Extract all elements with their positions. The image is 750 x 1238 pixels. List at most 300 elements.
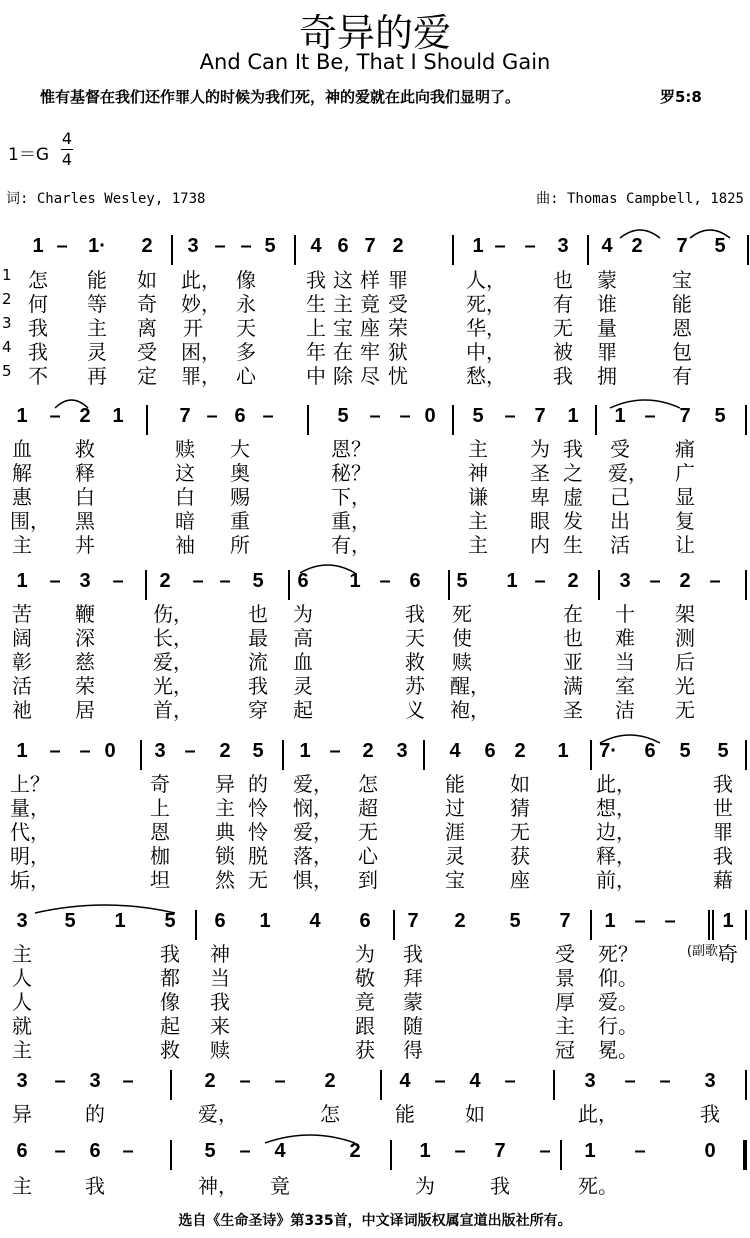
lyric-syllable: 围， (10, 509, 50, 533)
note: – (54, 1070, 66, 1092)
lyric-syllable: 显 (675, 485, 695, 509)
note: – (79, 740, 91, 762)
lyric-syllable: 罪 (388, 268, 408, 292)
lyric-syllable: 再 (87, 364, 107, 388)
note: 5 (252, 740, 264, 762)
lyric-syllable: 当 (210, 966, 230, 990)
lyric-syllable: 此， (181, 268, 221, 292)
lyric-syllable: 我 (563, 437, 583, 461)
lyric-syllable: 如 (510, 772, 530, 796)
lyric-syllable: 奇 (137, 292, 157, 316)
bar-line (708, 910, 710, 940)
lyric-syllable: 下， (331, 485, 371, 509)
note: – (49, 740, 61, 762)
lyric-syllable: 枷 (150, 844, 170, 868)
lyric-syllable: 得 (403, 1038, 423, 1062)
lyric-syllable: 能 (672, 292, 692, 316)
note: 6 (484, 740, 496, 762)
source-footer: 选自《生命圣诗》第335首，中文译词版权属宣道出版社所有。 (178, 1213, 572, 1229)
lyric-syllable: 眼 (530, 509, 550, 533)
lyric-syllable: 灵 (293, 674, 313, 698)
note: 7 (407, 910, 419, 932)
lyric-syllable: 获 (355, 1038, 375, 1062)
note: 7· (599, 740, 617, 762)
lyric-syllable: 为 (530, 437, 550, 461)
lyric-syllable: 不 (28, 364, 48, 388)
notation-row (0, 405, 750, 435)
lyric-syllable: 能 (395, 1102, 415, 1126)
lyric-syllable: 罪， (181, 364, 221, 388)
lyric-syllable: 我 (553, 364, 573, 388)
note: 3 (619, 570, 631, 592)
lyric-syllable: 死？ (598, 942, 638, 966)
lyric-syllable: 脱 (248, 844, 268, 868)
lyric-syllable: 主 (12, 1174, 32, 1198)
lyric-syllable: 圣 (530, 461, 550, 485)
note: 5 (337, 405, 349, 427)
lyric-syllable: 罪 (713, 820, 733, 844)
note: 5 (64, 910, 76, 932)
lyric-syllable: 恩 (672, 316, 692, 340)
lyric-syllable: 愁， (466, 364, 506, 388)
lyric-syllable: 光， (153, 674, 193, 698)
verse-number: 1 (2, 266, 12, 284)
lyric-syllable: 明， (10, 844, 50, 868)
lyric-syllable: 跟 (355, 1014, 375, 1038)
lyric-syllable: 释， (596, 844, 636, 868)
lyric-syllable: 丼 (75, 533, 95, 557)
note: 7 (179, 405, 191, 427)
lyric-syllable: 等 (87, 292, 107, 316)
lyric-syllable: 袖 (175, 533, 195, 557)
hymn-title: 奇异的爱 (298, 11, 451, 55)
note: 5 (456, 570, 468, 592)
note: 6 (89, 1140, 101, 1162)
lyric-syllable: 上 (306, 316, 326, 340)
note: 6 (214, 910, 226, 932)
lyric-syllable: 仰。 (598, 966, 638, 990)
bar-line (452, 405, 454, 435)
bar-line (745, 1070, 747, 1100)
lyric-syllable: 我 (713, 772, 733, 796)
lyric-syllable: 行。 (598, 1014, 638, 1038)
lyric-syllable: 惠 (12, 485, 32, 509)
note: – (49, 570, 61, 592)
note: – (274, 1070, 286, 1092)
lyric-syllable: 尽 (360, 364, 380, 388)
lyric-syllable: 这 (333, 268, 353, 292)
lyric-syllable: 定 (137, 364, 157, 388)
lyric-syllable: 罪 (597, 340, 617, 364)
note: – (56, 235, 68, 257)
bar-line (282, 740, 284, 770)
note: – (192, 570, 204, 592)
lyric-syllable: 赎 (175, 437, 195, 461)
lyric-syllable: 冠 (555, 1038, 575, 1062)
bar-line (390, 1140, 392, 1170)
lyric-syllable: 爱， (608, 461, 648, 485)
lyric-syllable: 年 (306, 340, 326, 364)
lyric-syllable: 恩 (150, 820, 170, 844)
lyric-syllable: 秘？ (331, 461, 371, 485)
lyric-syllable: 重 (230, 509, 250, 533)
note: 5 (204, 1140, 216, 1162)
note: 4 (310, 235, 322, 257)
note: 4 (449, 740, 461, 762)
bar-line (745, 570, 747, 600)
note: – (504, 405, 516, 427)
lyric-syllable: 在 (333, 340, 353, 364)
note: – (644, 405, 656, 427)
note: – (709, 570, 721, 592)
lyric-syllable: 无 (553, 316, 573, 340)
lyric-syllable: 景 (555, 966, 575, 990)
lyric-syllable: 高 (293, 626, 313, 650)
note: 3 (16, 1070, 28, 1092)
lyric-syllable: 异 (12, 1102, 32, 1126)
note: 2 (159, 570, 171, 592)
note: 1· (88, 235, 106, 257)
note: 1 (32, 235, 44, 257)
notation-row (0, 1140, 750, 1170)
lyric-syllable: 受 (137, 340, 157, 364)
note: 3 (396, 740, 408, 762)
lyric-syllable: 边， (596, 820, 636, 844)
note: 2 (204, 1070, 216, 1092)
lyric-syllable: 此， (596, 772, 636, 796)
lyric-syllable: 白 (175, 485, 195, 509)
lyric-syllable: 冕。 (598, 1038, 638, 1062)
note: 3 (187, 235, 199, 257)
note: 1 (722, 910, 734, 932)
bar-line (307, 405, 309, 435)
lyric-syllable: 出 (610, 509, 630, 533)
lyric-syllable: 赎 (210, 1038, 230, 1062)
note: 5 (717, 740, 729, 762)
note: 4 (274, 1140, 286, 1162)
lyric-syllable: 荣 (388, 316, 408, 340)
lyric-syllable: 广 (675, 461, 695, 485)
lyric-syllable: 救 (405, 650, 425, 674)
note: 6 (297, 570, 309, 592)
lyric-syllable: 多 (236, 340, 256, 364)
lyric-syllable: 除 (333, 364, 353, 388)
note: – (49, 405, 61, 427)
note: 1 (604, 910, 616, 932)
lyric-syllable: 鞭 (75, 602, 95, 626)
lyric-syllable: 也 (248, 602, 268, 626)
note: – (219, 570, 231, 592)
lyric-syllable: 牢 (360, 340, 380, 364)
bar-line (380, 1070, 382, 1100)
lyric-syllable: 主 (215, 796, 235, 820)
bar-line (590, 740, 592, 770)
lyric-syllable: 竟 (270, 1174, 290, 1198)
lyric-syllable: 妙， (181, 292, 221, 316)
note: 1 (259, 910, 271, 932)
lyric-syllable: 为 (355, 942, 375, 966)
lyric-syllable: 满 (563, 674, 583, 698)
bar-line (745, 910, 747, 940)
lyric-syllable: 拥 (597, 364, 617, 388)
note: – (534, 570, 546, 592)
lyric-syllable: 生 (306, 292, 326, 316)
note: 6 (337, 235, 349, 257)
lyric-syllable: 开 (183, 316, 203, 340)
note: – (54, 1140, 66, 1162)
lyric-syllable: 能 (445, 772, 465, 796)
lyric-syllable: 人， (466, 268, 506, 292)
lyric-syllable: 随 (403, 1014, 423, 1038)
note: 2 (219, 740, 231, 762)
lyric-syllable: 超 (358, 796, 378, 820)
note: 1 (614, 405, 626, 427)
lyric-syllable: 的 (248, 772, 268, 796)
note: 7 (676, 235, 688, 257)
note: 2 (392, 235, 404, 257)
lyric-syllable: 厚 (555, 990, 575, 1014)
lyric-syllable: 虚 (563, 485, 583, 509)
lyric-syllable: 在 (563, 602, 583, 626)
note: 2 (349, 1140, 361, 1162)
note: – (206, 405, 218, 427)
lyric-syllable: 我 (490, 1174, 510, 1198)
lyric-syllable: 上 (150, 796, 170, 820)
lyric-syllable: 亚 (563, 650, 583, 674)
lyric-syllable: 涯 (445, 820, 465, 844)
lyric-syllable: 主 (468, 437, 488, 461)
lyric-syllable: 祂 (12, 698, 32, 722)
note: 6 (16, 1140, 28, 1162)
lyric-syllable: 赎 (452, 650, 472, 674)
lyric-syllable: 圣 (563, 698, 583, 722)
lyric-syllable: 受 (610, 437, 630, 461)
bar-line (747, 235, 749, 265)
lyric-syllable: 爱， (198, 1102, 238, 1126)
bar-line (560, 1140, 562, 1170)
lyric-syllable: 也 (553, 268, 573, 292)
lyric-syllable: 生 (563, 533, 583, 557)
note: – (379, 570, 391, 592)
lyric-syllable: 主 (468, 533, 488, 557)
lyric-syllable: 无 (248, 868, 268, 892)
lyric-syllable: 为 (415, 1174, 435, 1198)
lyric-syllable: 我 (700, 1102, 720, 1126)
bar-line (170, 1140, 172, 1170)
lyricist-credit: 词: Charles Wesley, 1738 (6, 191, 206, 207)
lyric-syllable: 怜 (248, 796, 268, 820)
lyric-syllable: 华， (466, 316, 506, 340)
lyric-syllable: 量， (10, 796, 50, 820)
bar-line (448, 570, 450, 600)
note: – (122, 1070, 134, 1092)
verse-number: 3 (2, 314, 12, 332)
notation-row (0, 235, 750, 265)
note: – (664, 910, 676, 932)
note: 2 (514, 740, 526, 762)
lyric-syllable: 为 (293, 602, 313, 626)
note: – (634, 910, 646, 932)
note: 0 (424, 405, 436, 427)
lyric-syllable: 何 (28, 292, 48, 316)
lyric-syllable: 主 (12, 533, 32, 557)
lyric-syllable: 有， (331, 533, 371, 557)
note: 5 (252, 570, 264, 592)
note: 1 (299, 740, 311, 762)
lyric-syllable: 心 (236, 364, 256, 388)
lyric-syllable: 到 (358, 868, 378, 892)
key-signature: 1＝G (8, 145, 49, 165)
lyric-syllable: 己 (610, 485, 630, 509)
lyric-syllable: 当 (615, 650, 635, 674)
note: 1 (349, 570, 361, 592)
composer-credit: 曲: Thomas Campbell, 1825 (536, 191, 744, 207)
verse-number: 4 (2, 338, 12, 356)
lyric-syllable: 主 (468, 509, 488, 533)
lyric-syllable: 深 (75, 626, 95, 650)
lyric-syllable: 使 (452, 626, 472, 650)
lyric-syllable: 解 (12, 461, 32, 485)
lyric-syllable: 想， (596, 796, 636, 820)
lyric-syllable: 座 (360, 316, 380, 340)
lyric-syllable: 义 (405, 698, 425, 722)
lyric-syllable: 悯， (293, 796, 333, 820)
bar-line (745, 740, 747, 770)
note: 5 (472, 405, 484, 427)
lyric-syllable: 落， (293, 844, 333, 868)
lyric-syllable: 蒙 (403, 990, 423, 1014)
note: 2 (454, 910, 466, 932)
lyric-syllable: 流 (248, 650, 268, 674)
lyric-syllable: 包 (672, 340, 692, 364)
lyric-syllable: 发 (563, 509, 583, 533)
lyric-syllable: 狱 (388, 340, 408, 364)
time-signature-top: 4 (61, 129, 73, 148)
lyric-syllable: 藉 (713, 868, 733, 892)
lyric-syllable: 座 (510, 868, 530, 892)
time-signature (60, 129, 74, 170)
note: 6 (359, 910, 371, 932)
bar-line (553, 1070, 555, 1100)
lyric-syllable: 痛 (675, 437, 695, 461)
lyric-syllable: 猜 (510, 796, 530, 820)
lyric-syllable: 也 (563, 626, 583, 650)
lyric-syllable: 所 (230, 533, 250, 557)
note: 4 (309, 910, 321, 932)
lyric-syllable: 宝 (672, 268, 692, 292)
note: 3 (16, 910, 28, 932)
lyric-syllable: 黑 (75, 509, 95, 533)
lyric-syllable: 奥 (230, 461, 250, 485)
lyric-syllable: 死， (466, 292, 506, 316)
lyric-syllable: 居 (75, 698, 95, 722)
lyric-syllable: 阔 (12, 626, 32, 650)
lyric-syllable: 竟 (360, 292, 380, 316)
note: – (504, 1070, 516, 1092)
bar-line (712, 910, 714, 940)
lyric-syllable: 心 (358, 844, 378, 868)
lyric-syllable: 天 (236, 316, 256, 340)
note: 6 (644, 740, 656, 762)
lyric-syllable: 坦 (150, 868, 170, 892)
note: 4 (601, 235, 613, 257)
lyric-syllable: 我 (210, 990, 230, 1014)
lyric-syllable: 苦 (12, 602, 32, 626)
lyric-syllable: 怎 (320, 1102, 340, 1126)
lyric-syllable: 天 (405, 626, 425, 650)
lyric-syllable: 怜 (248, 820, 268, 844)
lyric-syllable: 我 (85, 1174, 105, 1198)
lyric-syllable: 的 (85, 1102, 105, 1126)
lyric-syllable: 获 (510, 844, 530, 868)
lyric-syllable: 垢， (10, 868, 50, 892)
lyric-syllable: 恩？ (331, 437, 371, 461)
lyric-syllable: 我 (28, 340, 48, 364)
notation-row (0, 910, 750, 940)
lyric-syllable: 像 (160, 990, 180, 1014)
bar-line (140, 740, 142, 770)
lyric-syllable: 救 (160, 1038, 180, 1062)
lyric-syllable: 奇 (718, 942, 738, 966)
lyric-syllable: 中， (466, 340, 506, 364)
lyric-syllable: 光 (675, 674, 695, 698)
lyric-syllable: 暗 (175, 509, 195, 533)
lyric-syllable: 测 (675, 626, 695, 650)
lyric-syllable: 过 (445, 796, 465, 820)
lyric-syllable: 前， (596, 868, 636, 892)
scripture-reference: 罗5:8 (660, 88, 702, 106)
lyric-syllable: 我 (713, 844, 733, 868)
lyric-syllable: 血 (293, 650, 313, 674)
bar-line (423, 740, 425, 770)
lyric-syllable: 人 (12, 966, 32, 990)
lyric-syllable: 我 (248, 674, 268, 698)
refrain-label: (副歌) (686, 944, 724, 959)
lyric-syllable: 死 (452, 602, 472, 626)
lyric-syllable: 主 (333, 292, 353, 316)
note: 2 (679, 570, 691, 592)
note: – (399, 405, 411, 427)
lyric-syllable: 爱。 (598, 990, 638, 1014)
scripture-verse: 惟有基督在我们还作罪人的时候为我们死，神的爱就在此向我们显明了。 (40, 88, 521, 106)
lyric-syllable: 救 (75, 437, 95, 461)
lyric-syllable: 爱， (293, 820, 333, 844)
lyric-syllable: 这 (175, 461, 195, 485)
lyric-syllable: 此， (578, 1102, 618, 1126)
lyric-syllable: 慈 (75, 650, 95, 674)
lyric-syllable: 主 (12, 1038, 32, 1062)
lyric-syllable: 灵 (87, 340, 107, 364)
lyric-syllable: 如 (465, 1102, 485, 1126)
lyric-syllable: 世 (713, 796, 733, 820)
lyric-syllable: 神， (198, 1174, 238, 1198)
note: 7 (364, 235, 376, 257)
lyric-syllable: 首， (153, 698, 193, 722)
note: – (524, 235, 536, 257)
note: – (329, 740, 341, 762)
bar-line (195, 910, 197, 940)
lyric-syllable: 醒， (450, 674, 490, 698)
bar-line (294, 235, 296, 265)
lyric-syllable: 异 (215, 772, 235, 796)
lyric-syllable: 宝 (445, 868, 465, 892)
note: 5 (164, 910, 176, 932)
note: – (214, 235, 226, 257)
lyric-syllable: 重， (331, 509, 371, 533)
bar-line (170, 1070, 172, 1100)
note: 3 (154, 740, 166, 762)
lyric-syllable: 室 (615, 674, 635, 698)
